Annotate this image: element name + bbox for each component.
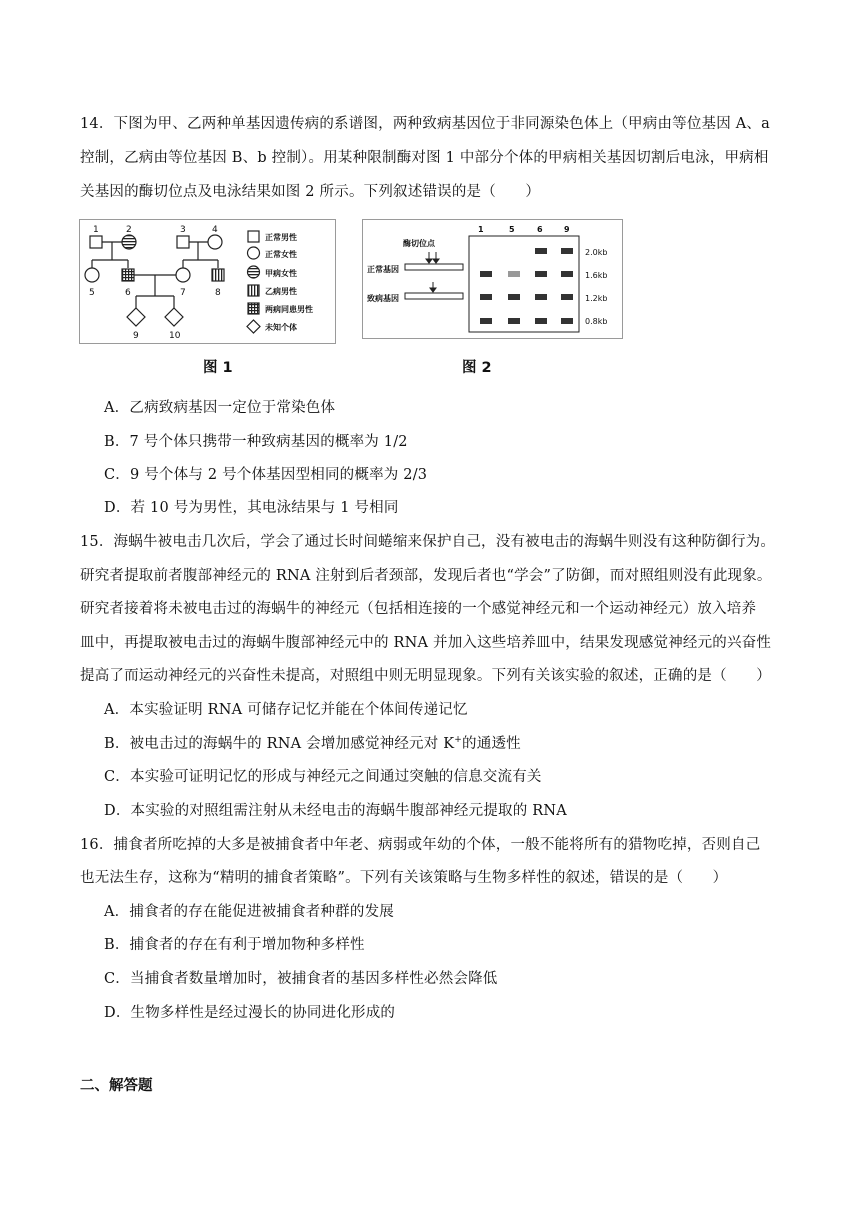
legend-disease-a-female: 甲病女性 bbox=[265, 269, 297, 278]
size-1-2kb: 1.2kb bbox=[585, 294, 608, 303]
legend-normal-male: 正常男性 bbox=[265, 233, 297, 242]
individual-2 bbox=[122, 235, 136, 249]
legend-normal-female: 正常女性 bbox=[265, 250, 297, 259]
label-6: 6 bbox=[125, 288, 131, 298]
size-1-6kb: 1.6kb bbox=[585, 271, 608, 280]
legend-disease-b-male: 乙病男性 bbox=[265, 287, 297, 296]
band-lane1-1-6kb bbox=[480, 271, 492, 277]
q15-stem-line-2: 研究者提取前者腹部神经元的 RNA 注射到后者颈部，发现后者也“学会”了防御，而对照组则没有此现象。 bbox=[80, 568, 772, 584]
band-lane9-1-2kb bbox=[561, 294, 573, 300]
legend-disease-a-female-symbol bbox=[248, 266, 260, 278]
band-lane6-0-8kb bbox=[535, 318, 547, 324]
individual-10 bbox=[165, 308, 183, 326]
q15-stem-line-5: 提高了而运动神经元的兴奋性未提高，对照组中则无明显现象。下列有关该实验的叙述，正确的是（ ） bbox=[80, 668, 771, 684]
q14-stem-line-3: 关基因的酶切位点及电泳结果如图 2 所示。下列叙述错误的是（ ） bbox=[80, 184, 541, 200]
individual-1 bbox=[90, 236, 102, 248]
legend-both-diseases-male: 两病同患男性 bbox=[265, 305, 313, 314]
label-8: 8 bbox=[215, 288, 221, 298]
pedigree-figure bbox=[79, 219, 336, 344]
band-lane1-1-2kb bbox=[480, 294, 492, 300]
figure-2-caption: 图 2 bbox=[462, 360, 492, 376]
q15-stem-line-3: 研究者接着将未被电击过的海蜗牛的神经元（包括相连接的一个感觉神经元和一个运动神经元）放入培养 bbox=[80, 601, 757, 617]
q14-stem-line-1: 14．下图为甲、乙两种单基因遗传病的系谱图，两种致病基因位于非同源染色体上（甲病由等位基因 A、a bbox=[80, 116, 770, 132]
label-4: 4 bbox=[212, 225, 218, 235]
pedigree-chart bbox=[80, 220, 335, 343]
q15-option-c[interactable]: C．本实验可证明记忆的形成与神经元之间通过突触的信息交流有关 bbox=[104, 769, 542, 785]
band-lane9-0-8kb bbox=[561, 318, 573, 324]
band-lane9-2-0kb bbox=[561, 248, 573, 254]
label-1: 1 bbox=[93, 225, 99, 235]
q14-option-c[interactable]: C．9 号个体与 2 号个体基因型相同的概率为 2/3 bbox=[104, 467, 428, 483]
label-10: 10 bbox=[169, 331, 181, 341]
figure-1-caption: 图 1 bbox=[203, 360, 233, 376]
band-lane5-1-6kb bbox=[508, 271, 520, 277]
size-2-0kb: 2.0kb bbox=[585, 248, 608, 257]
individual-6 bbox=[122, 269, 134, 281]
q14-option-d[interactable]: D．若 10 号为男性，其电泳结果与 1 号相同 bbox=[104, 500, 399, 516]
individual-4 bbox=[208, 235, 222, 249]
individual-7 bbox=[176, 268, 190, 282]
section-heading: 二、解答题 bbox=[80, 1078, 153, 1094]
electrophoresis-figure bbox=[362, 219, 623, 339]
q15-option-b-tail: 的通透性 bbox=[462, 736, 521, 752]
legend-both-diseases-male-symbol bbox=[248, 303, 259, 314]
label-3: 3 bbox=[180, 225, 186, 235]
q15-option-a[interactable]: A．本实验证明 RNA 可储存记忆并能在个体间传递记忆 bbox=[104, 702, 468, 718]
legend-unknown-symbol bbox=[247, 320, 260, 333]
label-9: 9 bbox=[133, 331, 139, 341]
label-2: 2 bbox=[126, 225, 132, 235]
band-lane6-1-6kb bbox=[535, 271, 547, 277]
lane-label-6: 6 bbox=[537, 225, 543, 234]
q14-option-b[interactable]: B．7 号个体只携带一种致病基因的概率为 1/2 bbox=[104, 434, 408, 450]
band-lane5-1-2kb bbox=[508, 294, 520, 300]
q16-option-d[interactable]: D．生物多样性是经过漫长的协同进化形成的 bbox=[104, 1005, 396, 1021]
individual-3 bbox=[177, 236, 189, 248]
electrophoresis-chart bbox=[363, 220, 622, 338]
disease-gene-label: 致病基因 bbox=[367, 294, 399, 303]
individual-8 bbox=[212, 269, 224, 281]
legend-normal-male-symbol bbox=[248, 231, 259, 242]
q16-stem-line-2: 也无法生存，这称为“精明的捕食者策略”。下列有关该策略与生物多样性的叙述，错误的是（ ） bbox=[80, 870, 728, 886]
cut-site-label: 酶切位点 bbox=[403, 239, 435, 248]
label-5: 5 bbox=[89, 288, 95, 298]
band-lane9-1-6kb bbox=[561, 271, 573, 277]
size-0-8kb: 0.8kb bbox=[585, 317, 608, 326]
disease-gene-bar bbox=[405, 293, 463, 299]
band-lane5-0-8kb bbox=[508, 318, 520, 324]
legend-disease-b-male-symbol bbox=[248, 285, 259, 296]
q16-option-a[interactable]: A．捕食者的存在能促进被捕食者种群的发展 bbox=[104, 904, 394, 920]
band-lane6-2-0kb bbox=[535, 248, 547, 254]
q15-option-b-superscript: + bbox=[454, 735, 463, 746]
q15-stem-line-4: 皿中，再提取被电击过的海蜗牛腹部神经元中的 RNA 并加入这些培养皿中，结果发现感觉神经元的兴奋性 bbox=[80, 635, 772, 651]
legend-normal-female-symbol bbox=[248, 247, 260, 259]
normal-gene-bar bbox=[405, 264, 463, 270]
q15-option-d[interactable]: D．本实验的对照组需注射从未经电击的海蜗牛腹部神经元提取的 RNA bbox=[104, 803, 567, 819]
q16-stem-line-1: 16．捕食者所吃掉的大多是被捕食者中年老、病弱或年幼的个体，一般不能将所有的猎物吃掉，否则自己 bbox=[80, 837, 761, 853]
q14-stem-line-2: 控制，乙病由等位基因 B、b 控制）。用某种限制酶对图 1 中部分个体的甲病相关基因切割后电泳，甲病相 bbox=[80, 150, 769, 166]
lane-label-5: 5 bbox=[509, 225, 515, 234]
q15-option-b[interactable] bbox=[104, 732, 521, 753]
lane-label-9: 9 bbox=[564, 225, 570, 234]
band-lane6-1-2kb bbox=[535, 294, 547, 300]
q16-option-c[interactable]: C．当捕食者数量增加时，被捕食者的基因多样性必然会降低 bbox=[104, 971, 498, 987]
individual-9 bbox=[127, 308, 145, 326]
individual-5 bbox=[85, 268, 99, 282]
legend-unknown: 未知个体 bbox=[265, 323, 297, 332]
q16-option-b[interactable]: B．捕食者的存在有利于增加物种多样性 bbox=[104, 937, 365, 953]
q15-option-b-text: B．被电击过的海蜗牛的 RNA 会增加感觉神经元对 K bbox=[104, 736, 455, 752]
band-lane1-0-8kb bbox=[480, 318, 492, 324]
label-7: 7 bbox=[180, 288, 186, 298]
lane-label-1: 1 bbox=[478, 225, 484, 234]
q15-stem-line-1: 15．海蜗牛被电击几次后，学会了通过长时间蜷缩来保护自己，没有被电击的海蜗牛则没有这种防御行为。 bbox=[80, 534, 776, 550]
normal-gene-label: 正常基因 bbox=[367, 265, 399, 274]
q14-option-a[interactable]: A．乙病致病基因一定位于常染色体 bbox=[104, 400, 336, 416]
